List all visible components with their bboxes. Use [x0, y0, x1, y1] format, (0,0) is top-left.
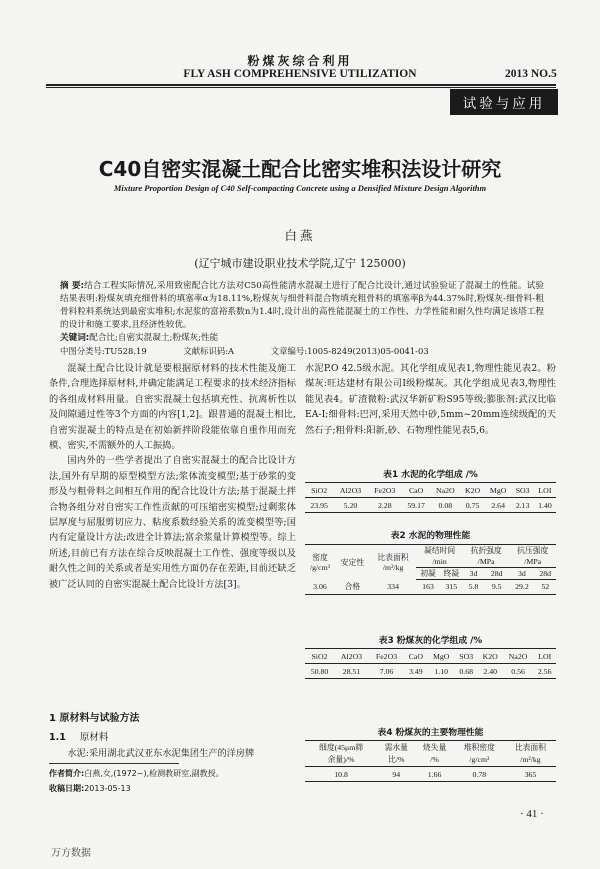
table-header-cell: 28d: [484, 567, 509, 579]
author-footnote-text: 白燕,女,(1972~),检测教研室,副教授。: [84, 769, 224, 778]
header-rule-thin: [46, 87, 556, 88]
table-header-cell: SO3: [455, 649, 478, 664]
table-4-caption: 表4 粉煤灰的主要物理性能: [377, 728, 484, 738]
table-header-cell: 凝结时间: [416, 545, 463, 557]
table-header-cell: 比表面积: [505, 741, 556, 754]
table-4: [305, 740, 556, 782]
table-header-cell: /m²/kg: [505, 754, 556, 767]
table-header-cell: 终凝: [440, 567, 463, 579]
keywords-label: 关键词:: [60, 333, 90, 343]
table-cell: 1.66: [415, 767, 453, 782]
table-cell: 0.56: [503, 664, 534, 679]
table-header-cell: MgO: [428, 649, 455, 664]
table-cell: 2.13: [511, 498, 533, 513]
table-header-cell: 抗压强度: [509, 545, 556, 557]
clc-number: 中图分类号:TU528.19: [60, 346, 147, 356]
table-1: [305, 482, 556, 513]
table-header-cell: /g/cm³: [454, 754, 505, 767]
journal-title-en: FLY ASH COMPREHENSIVE UTILIZATION: [183, 68, 417, 80]
table-header-cell: 28d: [534, 567, 556, 579]
table-header-cell: K2O: [460, 483, 485, 498]
table-cell: 29.2: [509, 579, 534, 594]
body-left-column: [49, 361, 296, 592]
table-cell: 2.64: [485, 498, 512, 513]
table-2-caption: 表2 水泥的物理性能: [390, 531, 471, 541]
table-cell: 3.06: [305, 579, 335, 594]
table-cell: 7.06: [369, 664, 404, 679]
table-header-cell: 抗折强度: [463, 545, 510, 557]
table-cell: 合格: [335, 579, 370, 594]
section-label: 试验与应用: [450, 89, 558, 115]
table-header-cell: 初凝: [416, 567, 439, 579]
table-cell: 5.20: [333, 498, 367, 513]
table-cell: 23.95: [305, 498, 333, 513]
footnote-rule: [49, 763, 179, 764]
table-header-cell: SO3: [511, 483, 533, 498]
paragraph: 水泥P.O 42.5级水泥。其化学组成见表1,物理性能见表2。粉煤灰:旺达建材有限公司Ⅰ级粉煤灰。其化学组成见表3,物理性能见表4。矿渣微粉:武汉华新矿粉S95等级;膨胀剂:武汉比临EA-Ⅰ;细骨料:巴河,采用天然中砂,5mm~20mm连续级配的天然石子;粗骨料:阳新,砂、石物理性能见表5,6。: [305, 363, 556, 436]
journal-title-cn: 粉煤灰综合利用: [247, 54, 353, 68]
table-row: [305, 767, 556, 782]
table-header-cell: [370, 545, 417, 580]
table-row: [305, 664, 556, 679]
keywords-text: 配合比;自密实混凝土;粉煤灰;性能: [89, 333, 219, 343]
article-title-en: Mixture Proportion Design of C40 Self-compacting Concrete using a Densified Mixture Design Algorithm: [113, 183, 487, 193]
table-header-cell: LOI: [534, 483, 556, 498]
table-header-cell: LOI: [533, 649, 556, 664]
table-header-cell: K2O: [478, 649, 503, 664]
table-cell: 1.10: [428, 664, 455, 679]
received-footnote: [49, 783, 131, 794]
table-header-cell: Al2O3: [334, 649, 369, 664]
table-header-cell: 余量)/%: [305, 754, 377, 767]
doc-code: 文献标识码:A: [183, 346, 235, 356]
header-rule: [46, 84, 556, 86]
table-cell: 2.40: [478, 664, 503, 679]
table-cell: 28.51: [334, 664, 369, 679]
table-cell: 10.8: [305, 767, 377, 782]
article-meta: [60, 345, 463, 357]
table-cell: 163: [416, 579, 439, 594]
table-header-cell: Al2O3: [333, 483, 367, 498]
paragraph: 国内外的一些学者提出了自密实混凝土的配合比设计方法,国外有早期的原型模型方法;浆体流变模型;基于砂浆的变形及与粗骨料之间相互作用的配合比设计方法;基于混凝土拌合物各组分对自密实工作性贡献的可压缩密实模型;过剩浆体层厚度与屈服剪切应力、粘度系数经验关系的流变模型等;国内有定量设计方法;改进全计算法;富余浆量计算模型等。综上所述,目前已有方法在综合反映混凝土工作性、强度等级以及耐久性之间的关系或者是实用性方面仍存在差距,目前还缺乏被广泛认同的自密实混凝土配合比设计方法[3]。: [49, 455, 296, 590]
table-header-cell: 安定性: [335, 545, 370, 580]
table-header-cell: CaO: [402, 483, 430, 498]
area-unit: /m²/kg: [382, 563, 404, 572]
watermark: 万方数据: [51, 848, 91, 859]
table-cell: 2.28: [368, 498, 402, 513]
paragraph: 水泥:采用湖北武汉亚东水泥集团生产的洋房牌: [67, 748, 255, 759]
table-header-cell: Fe2O3: [368, 483, 402, 498]
table-header-cell: Na2O: [430, 483, 460, 498]
table-cell: 94: [377, 767, 415, 782]
abstract: [60, 280, 544, 345]
table-2: [305, 544, 556, 595]
density-unit: /g/cm³: [309, 563, 331, 572]
subsection-heading: [49, 729, 108, 743]
page-number: · 41 ·: [520, 808, 544, 820]
table-header-cell: 细度(45μm筛: [305, 741, 377, 754]
table-cell: 5.8: [463, 579, 484, 594]
table-3-caption: 表3 粉煤灰的化学组成 /%: [378, 636, 483, 646]
table-header-cell: 需水量: [377, 741, 415, 754]
table-cell: 3.49: [404, 664, 428, 679]
table-row: [305, 579, 556, 594]
area-label: 比表面积: [377, 553, 409, 562]
table-header-cell: SiO2: [305, 483, 333, 498]
table-header-cell: MgO: [485, 483, 512, 498]
table-cell: 9.5: [484, 579, 509, 594]
table-cell: 50.80: [305, 664, 334, 679]
affiliation: (辽宁城市建设职业技术学院,辽宁 125000): [194, 257, 406, 270]
table-1-caption: 表1 水泥的化学组成 /%: [383, 470, 478, 480]
table-header-cell: 比/%: [377, 754, 415, 767]
table-cell: 315: [440, 579, 463, 594]
table-header-cell: /MPa: [463, 556, 510, 567]
author-name: 白燕: [284, 228, 316, 243]
received-label: 收稿日期:: [49, 784, 85, 793]
table-cell: 52: [534, 579, 556, 594]
table-cell: 2.56: [533, 664, 556, 679]
issue-number: 2013 NO.5: [505, 68, 557, 80]
table-cell: 0.75: [460, 498, 485, 513]
table-cell: 0.68: [455, 664, 478, 679]
article-number: 文章编号:1005-8249(2013)05-0041-03: [270, 346, 429, 356]
table-header-cell: /%: [415, 754, 453, 767]
subsection-title: 原材料: [79, 732, 109, 743]
table-header-cell: SiO2: [305, 649, 334, 664]
table-header-cell: Fe2O3: [369, 649, 404, 664]
table-header-cell: 3d: [509, 567, 534, 579]
abstract-text: 结合工程实际情况,采用致密配合比方法对C50高性能清水混凝土进行了配合比设计,通过试验验证了混凝土的性能。试验结果表明:粉煤灰填充细骨料的填塞率α为18.11%,粉煤灰与细骨料混合物填充粗骨料的填塞率β为44.37%时,粉煤灰-细骨料-粗骨料粒料系统达到最密实堆积;水泥浆的富裕系数n为1.4时,设计出的高性能混凝土的工作性、力学性能和耐久性均满足该塔工程的设计和施工要求,且经济性较优。: [60, 281, 544, 330]
table-cell: 365: [505, 767, 556, 782]
table-row: [305, 498, 556, 513]
density-label: 密度: [312, 553, 328, 562]
table-cell: 334: [370, 579, 417, 594]
table-header-cell: Na2O: [503, 649, 534, 664]
author-footnote: [49, 768, 224, 779]
table-cell: 1.40: [534, 498, 556, 513]
table-header-cell: CaO: [404, 649, 428, 664]
table-cell: 59.17: [402, 498, 430, 513]
table-3: [305, 648, 556, 679]
author-footnote-label: 作者简介:: [49, 769, 85, 778]
paragraph: 混凝土配合比设计就是要根据原材料的技术性能及施工条件,合理选择原材料,并确定能满足工程要求的技术经济指标的各组成材料用量。自密实混凝土包括填充性、抗离析性以及间隙通过性等3个方面的内容[1,2]。跟普通的混凝土相比,自密实混凝土的特点是在初始新拌阶段能依靠自重作用而充模、密实,不需额外的人工振捣。: [49, 363, 296, 452]
received-date: 2013-05-13: [84, 784, 131, 793]
table-header-cell: 堆积密度: [454, 741, 505, 754]
section-heading: 1 原材料与试验方法: [49, 713, 140, 724]
table-header-cell: [305, 545, 335, 580]
table-cell: 0.08: [430, 498, 460, 513]
subsection-number: 1.1: [49, 732, 66, 743]
table-header-cell: /min: [416, 556, 463, 567]
body-right-column: [305, 361, 556, 438]
abstract-label: 摘 要:: [60, 281, 85, 291]
table-header-cell: 3d: [463, 567, 484, 579]
table-header-cell: /MPa: [509, 556, 556, 567]
article-title-cn: C40自密实混凝土配合比密实堆积法设计研究: [98, 157, 502, 181]
table-cell: 0.78: [454, 767, 505, 782]
table-header-cell: 烧失量: [415, 741, 453, 754]
